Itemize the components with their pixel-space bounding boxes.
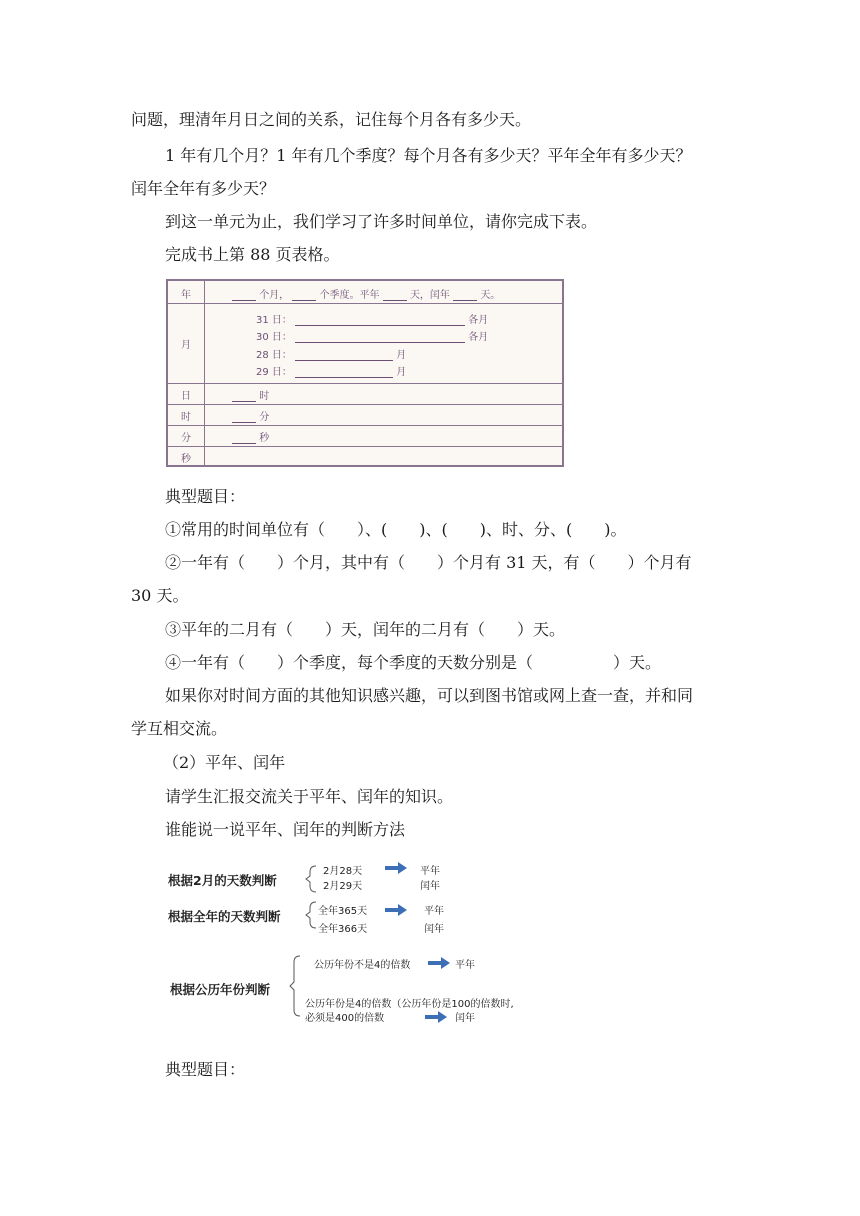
paragraph: 完成书上第 88 页表格。: [165, 245, 340, 264]
arrow-icon: [425, 1011, 447, 1023]
paragraph: （2）平年、闰年: [163, 753, 286, 772]
cell-text: 月: [396, 367, 407, 378]
paragraph: 如果你对时间方面的其他知识感兴趣，可以到图书馆或网上查一查，并和同: [165, 686, 694, 705]
cell-text: 天。: [480, 290, 501, 301]
arrow-icon: [428, 957, 450, 969]
paragraph: 谁能说一说平年、闰年的判断方法: [165, 820, 406, 839]
question: ②一年有（ ）个月，其中有（ ）个月有 31 天，有（ ）个月有: [165, 553, 692, 572]
paragraph: 1 年有几个月？1 年有几个季度？每个月各有多少天？平年全年有多少天？: [165, 146, 692, 165]
diagram-result: 平年: [455, 960, 475, 971]
cell-text: 月: [396, 350, 407, 361]
cell-text: 各月: [468, 332, 489, 343]
cell-text: 28 日：: [256, 350, 292, 361]
paragraph: 闰年全年有多少天？: [131, 179, 276, 198]
section-heading: 典型题目：: [165, 1060, 246, 1079]
question: ④一年有（ ）个季度，每个季度的天数分别是（ ）天。: [165, 653, 662, 672]
question: ①常用的时间单位有（ ）、( )、( )、时、分、( )。: [165, 520, 627, 539]
cell-text: 分: [259, 412, 270, 423]
diagram-result: 闰年: [455, 1013, 475, 1024]
diagram-label: 根据全年的天数判断: [168, 909, 281, 924]
paragraph: 问题，理清年月日之间的关系，记住每个月各有多少天。: [131, 110, 532, 129]
cell-text: 天，闰年: [409, 290, 450, 301]
cell-text: 时: [259, 391, 270, 402]
diagram-result: 平年: [424, 906, 444, 917]
table-key: 月: [181, 340, 191, 351]
diagram-item: 公历年份是4的倍数（公历年份是100的倍数时,: [305, 999, 514, 1010]
cell-text: 31 日：: [256, 315, 292, 326]
diagram-item: 2月28天: [323, 866, 363, 877]
table-key: 秒: [181, 454, 191, 465]
diagram-result: 闰年: [424, 924, 444, 935]
diagram-label: 根据公历年份判断: [170, 982, 271, 997]
table-key: 年: [181, 290, 191, 301]
cell-text: 各月: [468, 315, 489, 326]
table-key: 日: [181, 391, 191, 402]
paragraph: 请学生汇报交流关于平年、闰年的知识。: [165, 787, 454, 806]
table-key: 分: [181, 433, 191, 444]
question: ③平年的二月有（ ）天，闰年的二月有（ ）天。: [165, 620, 566, 639]
diagram-item: 公历年份不是4的倍数: [314, 960, 411, 971]
section-heading: 典型题目：: [165, 487, 246, 506]
diagram-item: 全年366天: [318, 924, 368, 935]
cell-text: 个月，: [259, 290, 290, 301]
cell-text: 29 日：: [256, 367, 292, 378]
cell-text: 秒: [259, 433, 270, 444]
question: 30 天。: [131, 586, 189, 605]
cell-text: 30 日：: [256, 332, 292, 343]
diagram-result: 闰年: [420, 881, 440, 892]
paragraph: 学互相交流。: [131, 719, 228, 738]
arrow-icon: [385, 904, 407, 916]
paragraph: 到这一单元为止，我们学习了许多时间单位，请你完成下表。: [165, 212, 598, 231]
diagram-item: 必须是400的倍数: [305, 1013, 385, 1024]
diagram-label: 根据2月的天数判断: [168, 873, 277, 888]
arrow-icon: [385, 862, 407, 874]
diagram-item: 2月29天: [323, 881, 363, 892]
diagram-item: 全年365天: [318, 906, 368, 917]
cell-text: 个季度。平年: [319, 290, 380, 301]
diagram-result: 平年: [420, 866, 440, 877]
table-key: 时: [181, 412, 191, 423]
